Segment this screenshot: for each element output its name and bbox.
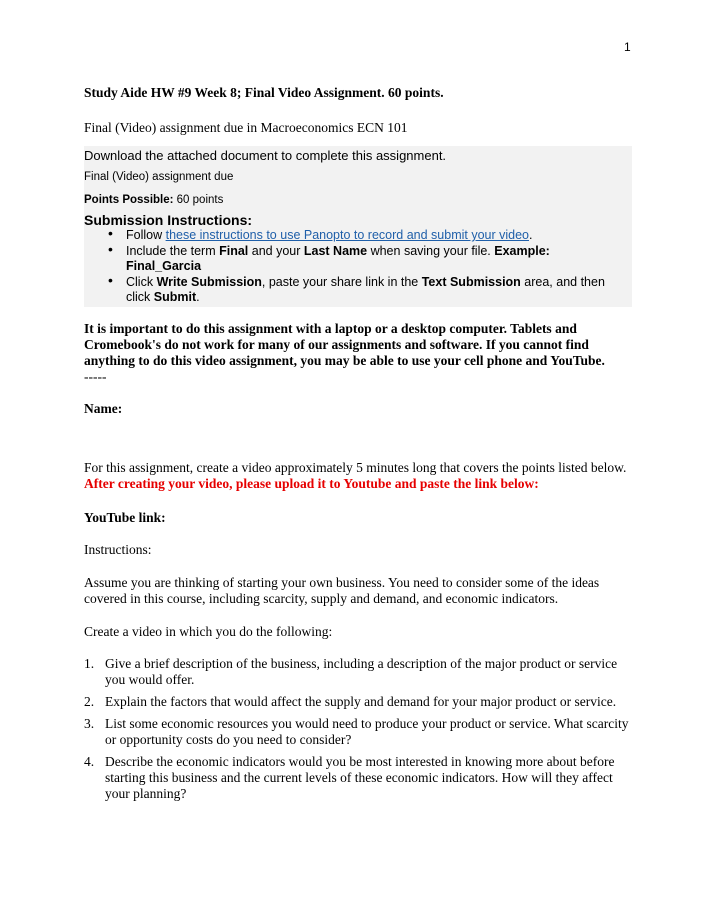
youtube-link-label: YouTube link: [84,510,166,525]
list-item: 2. Explain the factors that would affect the supply and demand for your major product or service. [84,694,617,709]
upload-instruction: After creating your video, please upload it to Youtube and paste the link below: [84,476,539,491]
create-video-prompt: Create a video in which you do the following: [84,624,333,639]
instructions-label: Instructions: [84,542,152,557]
assignment-due-label: Final (Video) assignment due [84,171,234,183]
list-item: 4. Describe the economic indicators would you be most interested in knowing more about before starting this business and the current levels of these economic indicators. How will they affect your planning? [84,754,615,801]
assignment-intro: For this assignment, create a video approximately 5 minutes long that covers the points listed below. After creating your video, please upload it to Youtube and paste the link below: [84,460,627,491]
panopto-instructions-link[interactable]: these instructions to use Panopto to record and submit your video [165,228,529,242]
document-body [84,84,632,802]
assignment-info-box [84,146,632,307]
list-item: 1. Give a brief description of the business, including a description of the major product or service you would offer. [84,656,618,687]
points-possible [84,193,622,208]
page-number: 1 [624,40,631,54]
course-subtitle: Final (Video) assignment due in Macroeconomics ECN 101 [84,120,408,135]
separator-dashes: ----- [84,369,107,384]
submission-instructions-heading: Submission Instructions: [84,212,253,228]
points-label: Points Possible: [84,194,174,206]
submission-instructions-list [84,228,622,305]
name-label: Name: [84,401,123,416]
business-scenario: Assume you are thinking of starting your own business. You need to consider some of the ideas covered in this course, including scarcity, supply and demand, and economic indicators. [84,575,600,606]
important-notice: It is important to do this assignment with a laptop or a desktop computer. Tablets and Cromebook's do not work for many of our assignments and software. If you cannot find anything to do this video assignment, you may be able to use your cell phone and YouTube. [84,321,605,368]
instruction-item: • Include the term Final and your Last Name when saving your file. Example: Final_Garcia [108,244,622,274]
task-list [84,656,632,802]
instruction-item: • Follow these instructions to use Panopto to record and submit your video. [108,228,622,243]
points-value: 60 points [173,194,224,206]
instruction-item: • Click Write Submission, paste your share link in the Text Submission area, and then click Submit. [108,275,622,305]
list-item: 3. List some economic resources you would need to produce your product or service. What scarcity or opportunity costs do you need to consider? [84,716,629,747]
download-instruction: Download the attached document to complete this assignment. [84,148,447,163]
document-title: Study Aide HW #9 Week 8; Final Video Assignment. 60 points. [84,85,444,100]
